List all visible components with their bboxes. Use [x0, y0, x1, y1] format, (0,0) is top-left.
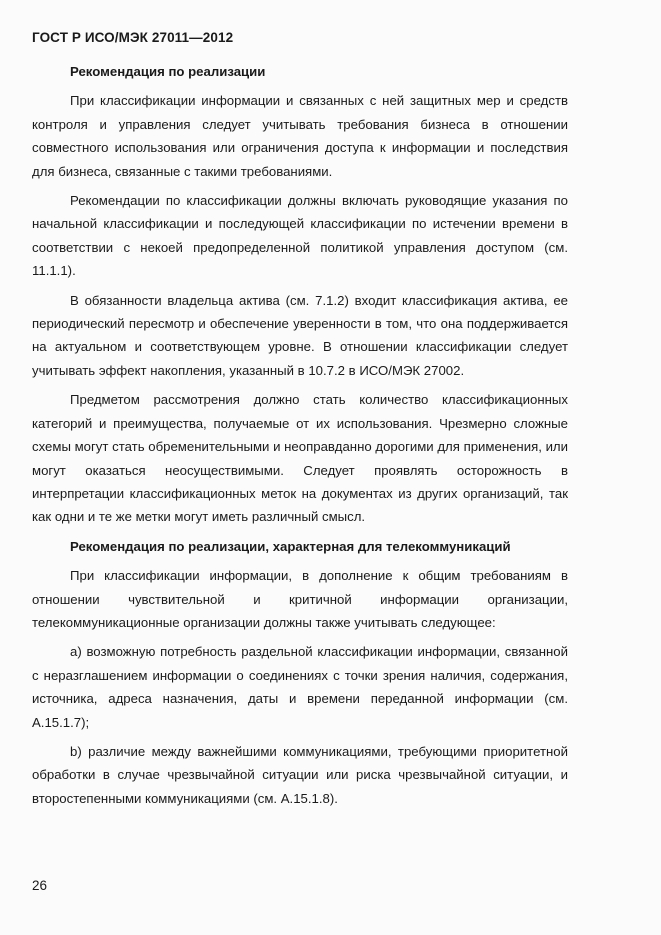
section-heading-telecom: Рекомендация по реализации, характерная для телекоммуникаций — [70, 538, 511, 554]
standard-header: ГОСТ Р ИСО/МЭК 27011—2012 — [32, 30, 234, 45]
section-heading-implementation: Рекомендация по реализации — [70, 64, 266, 79]
paragraph: Рекомендации по классификации должны включать руководящие указания по начальной классификации и последующей классификации по истечении времени в соответствии с некоей предопределенной политикой управления доступом (см. 11.1.1). — [32, 193, 568, 279]
document-body — [32, 60, 568, 816]
paragraph: При классификации информации, в дополнение к общим требованиям в отношении чувствительной и критичной информации организации, телекоммуникационные организации должны также учитывать следующее: — [32, 568, 568, 630]
paragraph: Предметом рассмотрения должно стать количество классификационных категорий и преимущества, получаемые от их использования. Чрезмерно сложные схемы могут стать обременительными и неоправданно дорогими для применения, или могут оказаться неосуществимыми. Следует проявлять осторожность в интерпретации классификационных меток на документах из других организаций, так как одни и те же метки могут иметь различный смысл. — [32, 392, 568, 525]
paragraph: В обязанности владельца актива (см. 7.1.2) входит классификация актива, ее периодический пересмотр и обеспечение уверенности в том, что она поддерживается на актуальном и соответствующем уровне. В отношении классификации следует учитывать эффект накопления, указанный в 10.7.2 в ИСО/МЭК 27002. — [32, 292, 568, 378]
page-number: 26 — [32, 878, 48, 893]
list-item-b: b) различие между важнейшими коммуникациями, требующими приоритетной обработки в случае чрезвычайной ситуации или риска чрезвычайной ситуации, и второстепенными коммуникациями (см. А.15.1.8). — [32, 743, 568, 806]
paragraph: При классификации информации и связанных с ней защитных мер и средств контроля и управления следует учитывать требования бизнеса в отношении совместного использования или ограничения доступа к информации и последствия для бизнеса, связанные с такими требованиями. — [32, 93, 568, 179]
list-item-a: a) возможную потребность раздельной классификации информации, связанной с неразглашением информации о соединениях с точки зрения наличия, содержания, источника, адреса назначения, даты и времени переданной информации (см. А.15.1.7); — [32, 644, 568, 730]
